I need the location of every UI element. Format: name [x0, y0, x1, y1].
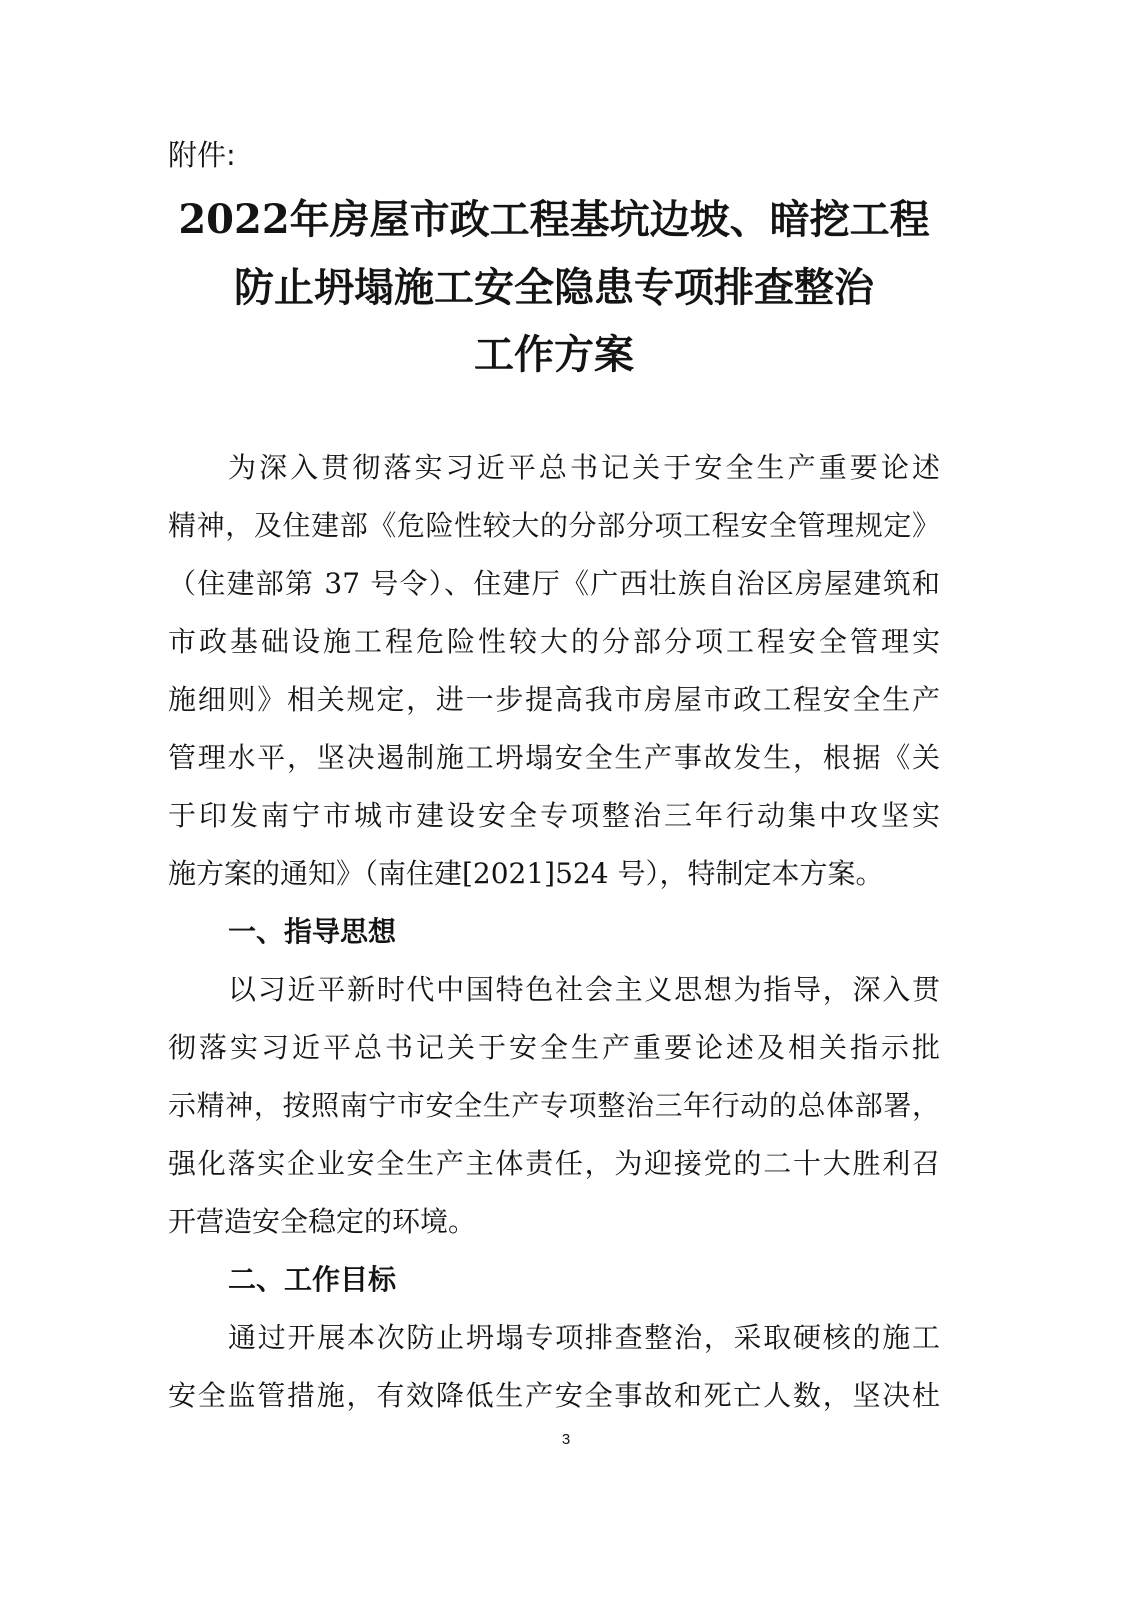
section1-paragraph-line: 强化落实企业安全生产主体责任，为迎接党的二十大胜利召 — [168, 1147, 940, 1180]
document-title-line-1: 2022年房屋市政工程基坑边坡、暗挖工程 — [178, 196, 930, 243]
intro-paragraph-line: （住建部第 37 号令）、住建厅《广西壮族自治区房屋建筑和 — [168, 567, 940, 600]
document-title-line-2: 防止坍塌施工安全隐患专项排查整治 — [234, 264, 874, 311]
section-heading-work-goals: 二、工作目标 — [228, 1263, 397, 1296]
section2-paragraph-line: 安全监管措施，有效降低生产安全事故和死亡人数，坚决杜 — [168, 1379, 940, 1412]
section1-paragraph-line: 开营造安全稳定的环境。 — [168, 1205, 477, 1238]
section1-paragraph-line: 示精神，按照南宁市安全生产专项整治三年行动的总体部署， — [168, 1089, 940, 1122]
intro-paragraph-line: 施细则》相关规定，进一步提高我市房屋市政工程安全生产 — [168, 683, 940, 716]
section1-paragraph-line: 彻落实习近平总书记关于安全生产重要论述及相关指示批 — [168, 1031, 940, 1064]
intro-paragraph-line: 为深入贯彻落实习近平总书记关于安全生产重要论述 — [228, 451, 940, 484]
intro-paragraph-line: 市政基础设施工程危险性较大的分部分项工程安全管理实 — [168, 625, 940, 658]
attachment-label: 附件: — [168, 138, 236, 172]
document-title-line-3: 工作方案 — [474, 331, 634, 378]
intro-paragraph-line: 管理水平，坚决遏制施工坍塌安全生产事故发生，根据《关 — [168, 741, 940, 774]
section2-paragraph-line: 通过开展本次防止坍塌专项排查整治，采取硬核的施工 — [228, 1321, 940, 1354]
intro-paragraph-line: 精神，及住建部《危险性较大的分部分项工程安全管理规定》 — [168, 509, 940, 542]
intro-paragraph-line: 施方案的通知》（南住建[2021]524 号），特制定本方案。 — [168, 857, 884, 890]
intro-paragraph-line: 于印发南宁市城市建设安全专项整治三年行动集中攻坚实 — [168, 799, 940, 832]
section-heading-guiding-ideology: 一、指导思想 — [228, 915, 397, 948]
section1-paragraph-line: 以习近平新时代中国特色社会主义思想为指导，深入贯 — [228, 973, 940, 1006]
page-number: 3 — [561, 1431, 571, 1448]
